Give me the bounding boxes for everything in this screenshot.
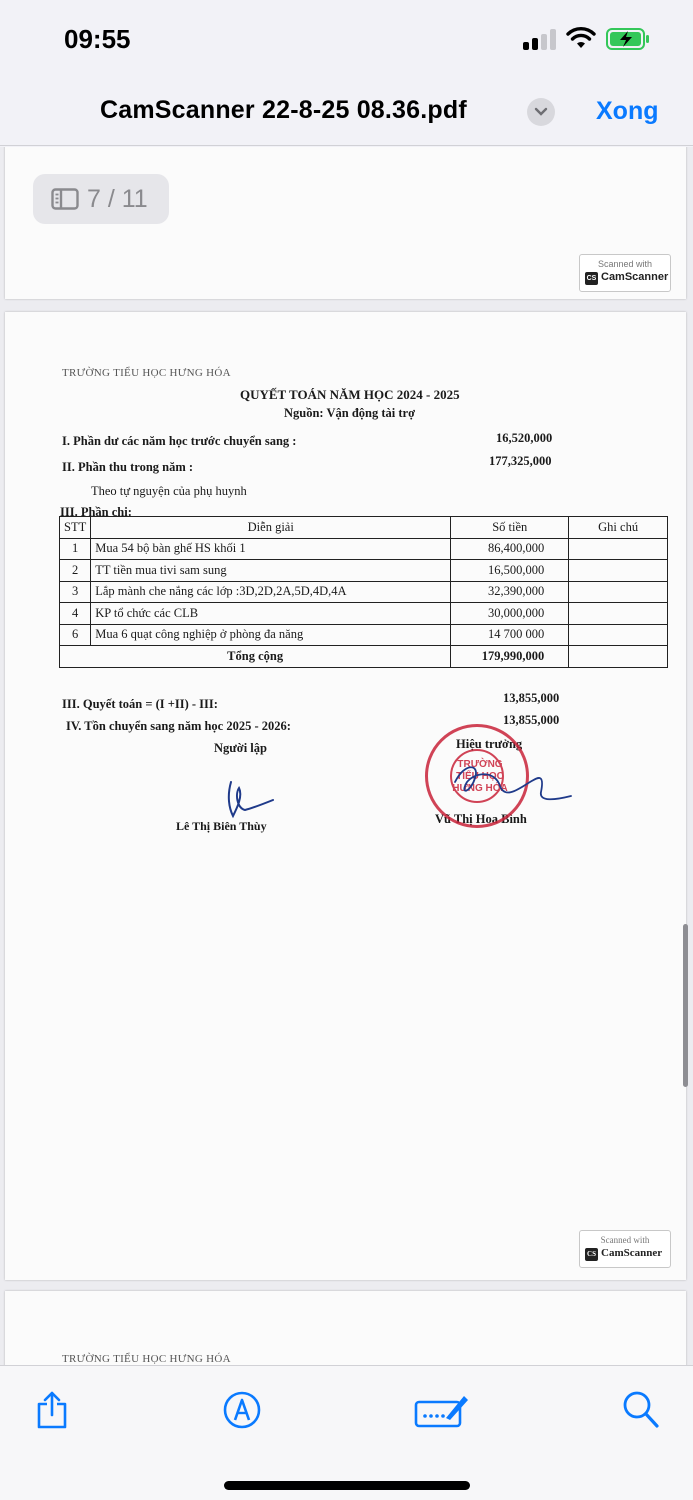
camscanner-watermark — [579, 254, 671, 292]
row-note — [569, 581, 668, 603]
table-total-row — [60, 646, 668, 668]
navigation-bar — [0, 80, 693, 146]
row-description: Mua 54 bộ bàn ghế HS khối 1 — [91, 538, 451, 560]
school-name: TRƯỜNG TIỂU HỌC HƯNG HÓA — [62, 367, 231, 379]
principal-name: Vũ Thị Hoa Bình — [435, 812, 527, 826]
row-description: Lắp mành che nắng các lớp :3D,2D,2A,5D,4D,4A — [91, 581, 451, 603]
battery-charging-icon — [606, 28, 650, 50]
col-header-amount: Số tiền — [451, 517, 569, 539]
row-stt: 3 — [60, 581, 91, 603]
section-1-amount: 16,520,000 — [496, 431, 553, 445]
row-amount: 16,500,000 — [451, 560, 569, 582]
clock: 09:55 — [64, 24, 131, 54]
row-amount: 14 700 000 — [451, 624, 569, 646]
row-description: KP tổ chức các CLB — [91, 603, 451, 625]
preparer-signature — [223, 778, 275, 824]
next-page-document — [5, 1291, 686, 1365]
cellular-signal-icon — [523, 28, 557, 50]
row-stt: 6 — [60, 624, 91, 646]
page-indicator-text: 7 / 11 — [87, 184, 148, 213]
total-note — [569, 646, 668, 668]
total-label: Tổng cộng — [60, 646, 451, 668]
preparer-role: Người lập — [214, 741, 267, 755]
camscanner-logo-icon: CS — [585, 1248, 598, 1261]
next-page-school-name: TRƯỜNG TIỂU HỌC HƯNG HÓA — [62, 1353, 231, 1365]
table-header-row — [60, 517, 668, 539]
settlement-document — [5, 312, 686, 1280]
page-indicator — [33, 174, 169, 224]
camscanner-watermark — [579, 1230, 671, 1268]
table-row — [60, 581, 668, 603]
pdf-page-current — [5, 312, 686, 1280]
section-1-label: I. Phần dư các năm học trước chuyển sang : — [62, 434, 297, 448]
camscanner-logo-icon: CS — [585, 272, 598, 285]
sidebar-icon — [51, 188, 79, 210]
principal-signature — [445, 752, 575, 812]
document-heading: QUYẾT TOÁN NĂM HỌC 2024 - 2025 — [240, 387, 460, 402]
section-3-label: III. Phần chi: — [60, 505, 132, 519]
row-description: TT tiền mua tivi sam sung — [91, 560, 451, 582]
section-2-amount: 177,325,000 — [489, 454, 552, 468]
signature-icon[interactable] — [414, 1390, 470, 1430]
row-amount: 30,000,000 — [451, 603, 569, 625]
section-2-note: Theo tự nguyện của phụ huynh — [91, 484, 247, 498]
status-bar — [0, 0, 693, 80]
bottom-toolbar — [0, 1365, 693, 1500]
watermark-name: CamScanner — [601, 271, 669, 283]
document-source: Nguồn: Vận động tài trợ — [284, 406, 416, 420]
pdf-viewer[interactable] — [0, 147, 693, 1365]
table-row — [60, 624, 668, 646]
preparer-name: Lê Thị Biên Thùy — [176, 819, 267, 833]
section-2-label: II. Phần thu trong năm : — [62, 460, 194, 474]
stamp-text: TRƯỜNG TIỂU HỌC HƯNG HÓA — [452, 759, 508, 794]
table-row — [60, 560, 668, 582]
col-header-description: Diễn giải — [91, 517, 451, 539]
row-amount: 32,390,000 — [451, 581, 569, 603]
row-stt: 1 — [60, 538, 91, 560]
total-amount: 179,990,000 — [451, 646, 569, 668]
row-amount: 86,400,000 — [451, 538, 569, 560]
table-row — [60, 538, 668, 560]
chevron-down-icon[interactable] — [527, 98, 555, 126]
row-stt: 4 — [60, 603, 91, 625]
row-description: Mua 6 quạt công nghiệp ở phòng đa năng — [91, 624, 451, 646]
settlement-label: III. Quyết toán = (I +II) - III: — [62, 697, 218, 711]
carry-over-label: IV. Tồn chuyển sang năm học 2025 - 2026: — [66, 719, 291, 733]
row-note — [569, 603, 668, 625]
wifi-icon — [566, 26, 596, 50]
row-stt: 2 — [60, 560, 91, 582]
table-row — [60, 603, 668, 625]
col-header-stt: STT — [60, 517, 91, 539]
expense-table — [59, 516, 668, 668]
search-icon[interactable] — [622, 1390, 660, 1430]
document-title[interactable]: CamScanner 22-8-25 08.36.pdf — [100, 96, 467, 124]
row-note — [569, 560, 668, 582]
row-note — [569, 538, 668, 560]
home-indicator[interactable] — [224, 1481, 470, 1490]
watermark-caption: Scanned with — [600, 1235, 650, 1245]
watermark-caption: Scanned with — [597, 259, 653, 269]
markup-icon[interactable] — [222, 1390, 262, 1430]
done-button[interactable]: Xong — [596, 97, 659, 125]
pdf-page-next — [5, 1291, 686, 1365]
principal-role: Hiệu trưởng — [456, 737, 523, 751]
row-note — [569, 624, 668, 646]
scrollbar[interactable] — [683, 924, 688, 1087]
carry-over-amount: 13,855,000 — [503, 713, 560, 727]
col-header-note: Ghi chú — [569, 517, 668, 539]
settlement-amount: 13,855,000 — [503, 691, 560, 705]
watermark-name: CamScanner — [601, 1247, 663, 1259]
share-icon[interactable] — [35, 1390, 69, 1430]
